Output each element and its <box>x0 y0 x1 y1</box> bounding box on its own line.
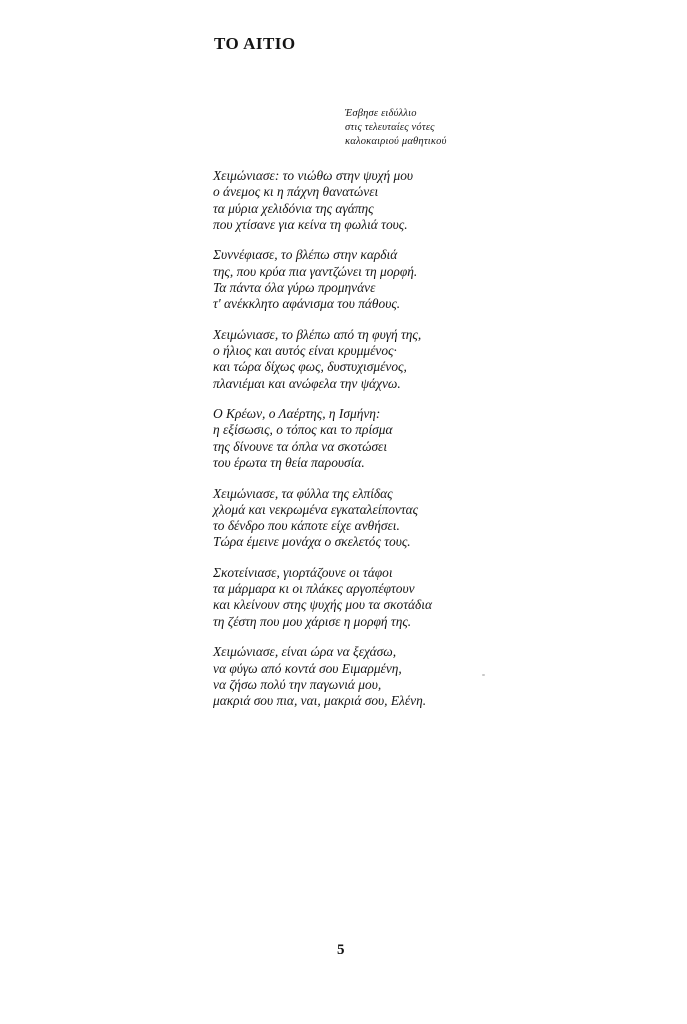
poem-line: πλανιέμαι και ανώφελα την ψάχνω. <box>213 375 401 391</box>
poem-line: και κλείνουν στης ψυχής μου τα σκοτάδια <box>213 597 433 613</box>
poem-line: τα μύρια χελιδόνια της αγάπης <box>213 200 374 216</box>
poem-line: Χειμώνιασε, είναι ώρα να ξεχάσω, <box>213 644 397 660</box>
epigraph <box>345 107 447 149</box>
poem-title: ΤΟ ΑΙΤΙΟ <box>214 34 296 53</box>
poem-line: Χειμώνιασε, τα φύλλα της ελπίδας <box>213 485 393 501</box>
poem-line: να φύγω από κοντά σου Ειμαρμένη, <box>213 660 402 676</box>
poem-line: ο άνεμος κι η πάχνη θανατώνει <box>213 184 379 200</box>
stanza-2 <box>213 247 513 312</box>
poem-line: τ' ανέκκλητο αφάνισμα του πάθους. <box>213 296 401 312</box>
poem-line: Χειμώνιασε: το νιώθω στην ψυχή μου <box>213 168 414 183</box>
scan-speck <box>482 674 485 676</box>
poem-line: Χειμώνιασε, το βλέπω από τη φυγή της, <box>213 326 422 342</box>
poem-line: Σκοτείνιασε, γιορτάζουνε οι τάφοι <box>213 564 393 580</box>
poem-line: να ζήσω πολύ την παγωνιά μου, <box>213 676 382 692</box>
stanza-6 <box>213 565 513 630</box>
stanza-1 <box>213 168 513 233</box>
poem-body <box>213 168 513 724</box>
poem-line: και τώρα δίχως φως, δυστυχισμένος, <box>213 359 407 375</box>
poem-line: Συννέφιασε, το βλέπω στην καρδιά <box>213 247 398 263</box>
poem-line: το δένδρο που κάποτε είχε ανθήσει. <box>213 518 400 534</box>
epigraph-line: στις τελευταίες νότες <box>345 122 435 133</box>
poem-line: της, που κρύα πια γαντζώνει τη μορφή. <box>213 263 418 279</box>
page-number: 5 <box>337 942 345 958</box>
poem-line: μακριά σου πια, ναι, μακριά σου, Ελένη. <box>213 693 427 709</box>
poem-line: Τώρα έμεινε μονάχα ο σκελετός τους. <box>213 534 411 550</box>
stanza-5 <box>213 486 513 551</box>
stanza-7 <box>213 644 513 709</box>
stanza-3 <box>213 327 513 392</box>
poem-line: ο ήλιος και αυτός είναι κρυμμένος· <box>213 343 397 359</box>
poem-line: της δίνουνε τα όπλα να σκοτώσει <box>213 438 388 454</box>
poem-line: η εξίσωσις, ο τόπος και το πρίσμα <box>213 422 393 438</box>
epigraph-line: Έσβησε ειδύλλιο <box>345 108 417 119</box>
poem-line: τα μάρμαρα κι οι πλάκες αργοπέφτουν <box>213 581 415 597</box>
stanza-4 <box>213 406 513 471</box>
poem-line: Τα πάντα όλα γύρω προμηνάνε <box>213 279 376 295</box>
epigraph-line: καλοκαιριού μαθητικού <box>345 136 447 147</box>
poem-line: τη ζέστη που μου χάρισε η μορφή της. <box>213 613 412 629</box>
poem-line: χλομά και νεκρωμένα εγκαταλείποντας <box>213 501 419 517</box>
poem-line: Ο Κρέων, ο Λαέρτης, η Ισμήνη: <box>213 406 381 422</box>
poem-line: που χτίσανε για κείνα τη φωλιά τους. <box>213 216 408 232</box>
poem-line: του έρωτα τη θεία παρουσία. <box>213 455 365 471</box>
